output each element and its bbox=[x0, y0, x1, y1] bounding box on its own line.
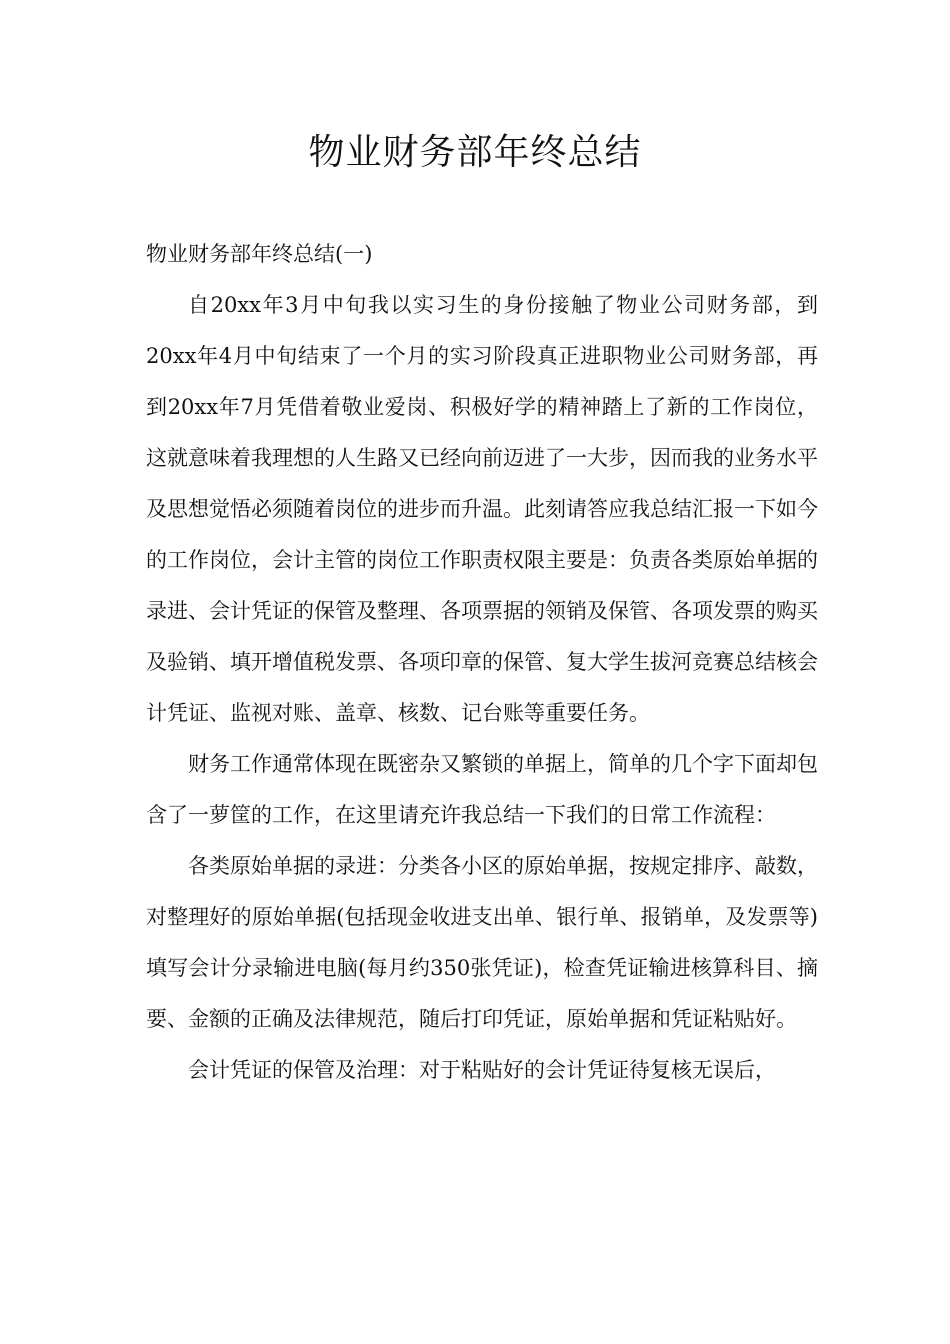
paragraph-intro: 自20xx年3月中旬我以实习生的身份接触了物业公司财务部，到20xx年4月中旬结束了一个月的实习阶段真正进职物业公司财务部，再到20xx年7月凭借着敬业爱岗、积极好学的精神踏上了新的工作岗位，这就意味着我理想的人生路又已经向前迈进了一大步，因而我的业务水平及思想觉悟必须随着岗位的进步而升温。此刻请答应我总结汇报一下如今的工作岗位，会计主管的岗位工作职责权限主要是：负责各类原始单据的录进、会计凭证的保管及整理、各项票据的领销及保管、各项发票的购买及验销、填开增值税发票、各项印章的保管、复大学生拔河竞赛总结核会计凭证、监视对账、盖章、核数、记台账等重要任务。 bbox=[146, 293, 818, 725]
document-title: 物业财务部年终总结 bbox=[308, 132, 642, 173]
section-heading: 物业财务部年终总结(一) bbox=[146, 242, 373, 266]
paragraph-voucher-custody: 会计凭证的保管及治理：对于粘贴好的会计凭证待复核无误后， bbox=[188, 1058, 776, 1082]
paragraph-workflow-intro: 财务工作通常体现在既密杂又繁锁的单据上，简单的几个字下面却包含了一萝筐的工作，在这里请充许我总结一下我们的日常工作流程： bbox=[146, 752, 818, 827]
document-body bbox=[146, 229, 818, 1096]
paragraph-document-entry: 各类原始单据的录进：分类各小区的原始单据，按规定排序、敲数，对整理好的原始单据(包括现金收进支出单、银行单、报销单，及发票等)填写会计分录输进电脑(每月约350张凭证)，检查凭证输进核算科目、摘要、金额的正确及法律规范，随后打印凭证，原始单据和凭证粘贴好。 bbox=[146, 854, 818, 1031]
